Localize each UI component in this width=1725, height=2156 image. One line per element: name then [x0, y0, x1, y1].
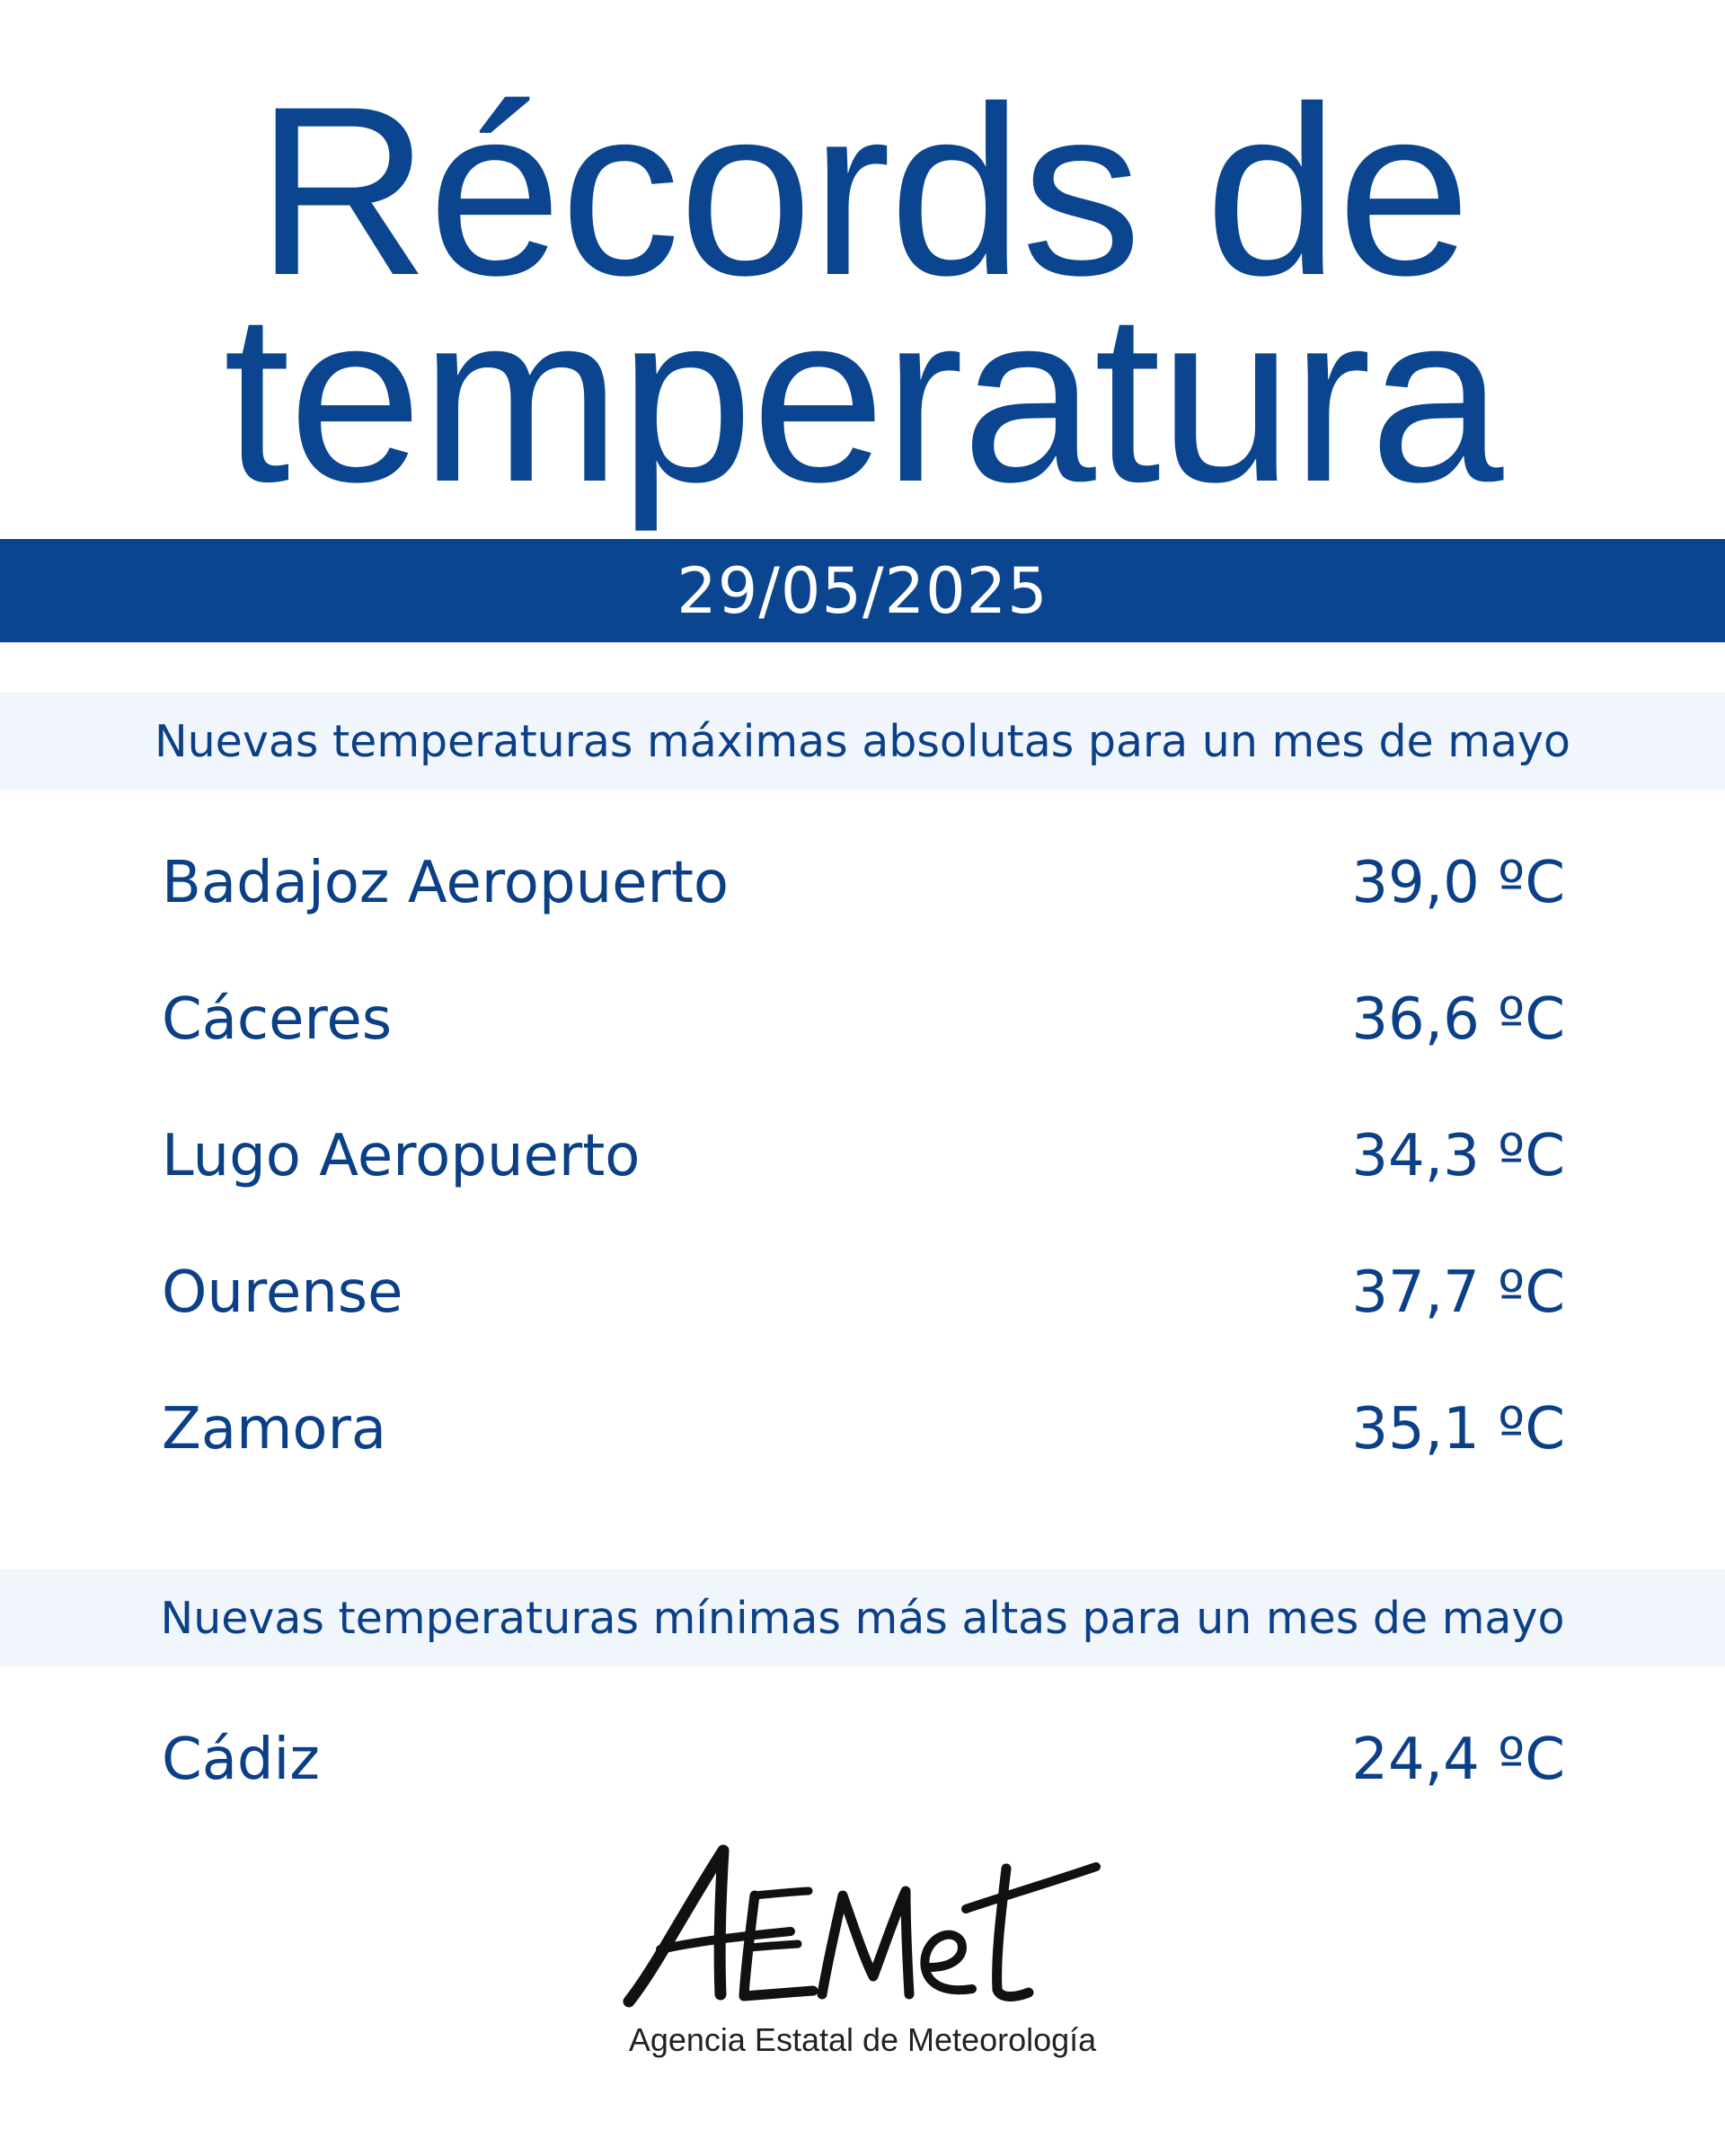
station-name: Cádiz	[162, 1727, 320, 1793]
temperature-value: 24,4 ºC	[1351, 1727, 1565, 1793]
record-row	[162, 979, 1565, 1060]
temperature-value: 36,6 ºC	[1351, 986, 1565, 1053]
max-section-heading: Nuevas temperaturas máximas absolutas para un mes de mayo	[154, 715, 1571, 767]
record-row	[162, 1719, 1565, 1800]
record-row	[162, 1389, 1565, 1470]
max-section-header	[0, 693, 1725, 790]
date-label: 29/05/2025	[677, 553, 1048, 628]
min-section-header	[0, 1569, 1725, 1666]
station-name: Zamora	[162, 1396, 387, 1462]
page-title-line-2: temperatura	[223, 262, 1502, 532]
station-name: Badajoz Aeropuerto	[162, 850, 730, 916]
record-row	[162, 1116, 1565, 1197]
temperature-value: 37,7 ºC	[1351, 1259, 1565, 1326]
aemet-wordmark-logo	[620, 1842, 1105, 2012]
temperature-value: 39,0 ºC	[1351, 850, 1565, 916]
temperature-value: 35,1 ºC	[1351, 1396, 1565, 1462]
station-name: Ourense	[162, 1259, 403, 1326]
station-name: Lugo Aeropuerto	[162, 1123, 641, 1189]
min-section-heading: Nuevas temperaturas mínimas más altas para un mes de mayo	[160, 1592, 1565, 1644]
record-row	[162, 1252, 1565, 1333]
temperature-value: 34,3 ºC	[1351, 1123, 1565, 1189]
record-row	[162, 843, 1565, 923]
date-banner	[0, 539, 1725, 642]
page-title-line-1: Récords de	[255, 56, 1470, 325]
station-name: Cáceres	[162, 986, 393, 1053]
logo-subtitle: Agencia Estatal de Meteorología	[628, 2021, 1097, 2058]
aemet-logo	[0, 1842, 1725, 2075]
